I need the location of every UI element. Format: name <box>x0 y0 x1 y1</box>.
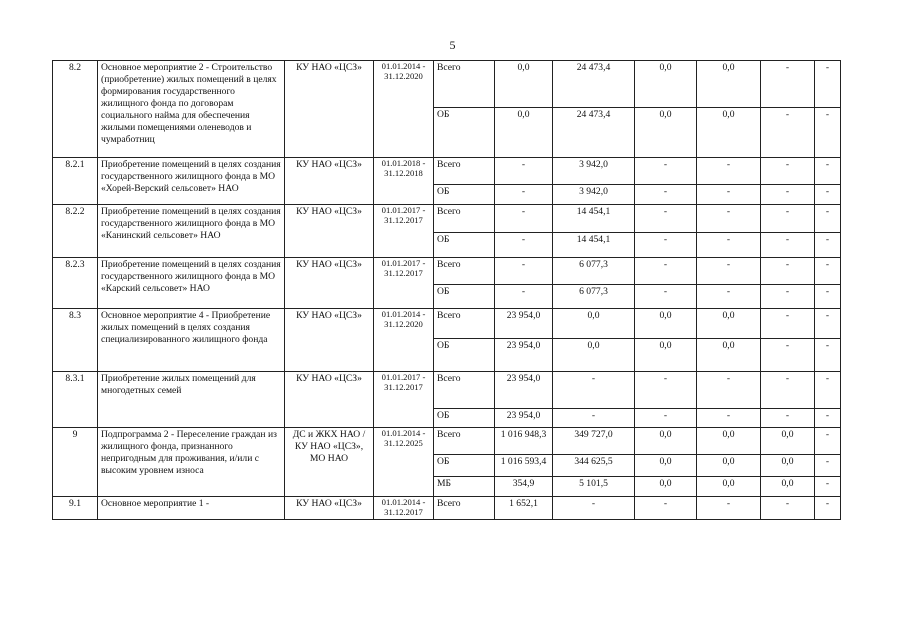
funding-value: 0,0 <box>697 309 761 339</box>
funding-value: 1 016 593,4 <box>495 455 553 477</box>
table-row <box>53 428 841 455</box>
funding-value: - <box>815 372 841 409</box>
funding-value: - <box>761 158 815 185</box>
funding-value: - <box>635 233 697 258</box>
funding-value: - <box>761 233 815 258</box>
funding-value: - <box>697 372 761 409</box>
funding-value: - <box>635 158 697 185</box>
executor: КУ НАО «ЦСЗ» <box>285 205 374 258</box>
funding-value: 0,0 <box>761 455 815 477</box>
funding-value: - <box>761 205 815 233</box>
implementation-period: 01.01.2014 - 31.12.2017 <box>374 497 434 520</box>
funding-value: - <box>761 258 815 285</box>
funding-value: 14 454,1 <box>553 233 635 258</box>
funding-source: ОБ <box>434 108 495 158</box>
funding-value: 0,0 <box>761 428 815 455</box>
funding-value: - <box>697 258 761 285</box>
activity-description: Приобретение помещений в целях создания государственного жилищного фонда в МО «Хорей-Верский сельсовет» НАО <box>98 158 285 205</box>
row-number: 8.2.2 <box>53 205 98 258</box>
funding-value: - <box>815 409 841 428</box>
funding-source: ОБ <box>434 285 495 309</box>
funding-value: 1 016 948,3 <box>495 428 553 455</box>
funding-source: ОБ <box>434 339 495 372</box>
funding-value: 23 954,0 <box>495 409 553 428</box>
funding-value: - <box>761 185 815 205</box>
table-row <box>53 61 841 108</box>
activity-description: Основное мероприятие 1 - <box>98 497 285 520</box>
funding-source: Всего <box>434 61 495 108</box>
row-number: 8.2 <box>53 61 98 158</box>
implementation-period: 01.01.2014 - 31.12.2020 <box>374 309 434 372</box>
activity-description: Основное мероприятие 4 - Приобретение жилых помещений в целях создания специализированного жилищного фонда <box>98 309 285 372</box>
funding-value: - <box>495 233 553 258</box>
funding-value: 0,0 <box>553 309 635 339</box>
funding-value: 24 473,4 <box>553 61 635 108</box>
funding-value: - <box>697 409 761 428</box>
activity-description: Основное мероприятие 2 - Строительство (приобретение) жилых помещений в целях формирования государственного жилищного фонда по договорам социального найма для обеспечения жилыми помещениями оленеводов и чумработниц <box>98 61 285 158</box>
funding-value: - <box>761 497 815 520</box>
funding-value: 0,0 <box>495 61 553 108</box>
row-number: 9.1 <box>53 497 98 520</box>
funding-source: Всего <box>434 497 495 520</box>
funding-value: - <box>761 339 815 372</box>
funding-value: - <box>815 477 841 497</box>
funding-value: - <box>815 185 841 205</box>
funding-value: - <box>553 409 635 428</box>
funding-value: - <box>635 258 697 285</box>
activity-description: Приобретение помещений в целях создания государственного жилищного фонда в МО «Карский сельсовет» НАО <box>98 258 285 309</box>
row-number: 9 <box>53 428 98 497</box>
funding-value: - <box>697 158 761 185</box>
funding-value: 3 942,0 <box>553 158 635 185</box>
executor: КУ НАО «ЦСЗ» <box>285 158 374 205</box>
funding-value: 0,0 <box>635 477 697 497</box>
funding-value: 0,0 <box>697 455 761 477</box>
funding-value: - <box>495 258 553 285</box>
funding-value: - <box>815 205 841 233</box>
funding-value: 354,9 <box>495 477 553 497</box>
funding-value: 0,0 <box>495 108 553 158</box>
implementation-period: 01.01.2017 - 31.12.2017 <box>374 258 434 309</box>
funding-value: - <box>553 372 635 409</box>
funding-value: - <box>815 158 841 185</box>
executor: КУ НАО «ЦСЗ» <box>285 258 374 309</box>
funding-value: - <box>815 233 841 258</box>
funding-source: ОБ <box>434 455 495 477</box>
funding-value: - <box>635 185 697 205</box>
activity-description: Приобретение жилых помещений для многодетных семей <box>98 372 285 428</box>
funding-source: Всего <box>434 372 495 409</box>
funding-source: МБ <box>434 477 495 497</box>
funding-source: Всего <box>434 205 495 233</box>
funding-value: 6 077,3 <box>553 258 635 285</box>
implementation-period: 01.01.2014 - 31.12.2025 <box>374 428 434 497</box>
funding-value: 5 101,5 <box>553 477 635 497</box>
executor: ДС и ЖКХ НАО / КУ НАО «ЦСЗ», МО НАО <box>285 428 374 497</box>
funding-value: 0,0 <box>697 339 761 372</box>
funding-value: 23 954,0 <box>495 339 553 372</box>
table-row <box>53 158 841 185</box>
funding-value: - <box>495 285 553 309</box>
funding-value: 0,0 <box>635 455 697 477</box>
funding-value: - <box>495 205 553 233</box>
activity-description: Приобретение помещений в целях создания государственного жилищного фонда в МО «Канинский сельсовет» НАО <box>98 205 285 258</box>
funding-value: 6 077,3 <box>553 285 635 309</box>
funding-value: - <box>495 185 553 205</box>
funding-value: - <box>815 455 841 477</box>
funding-source: ОБ <box>434 409 495 428</box>
funding-value: - <box>697 185 761 205</box>
funding-source: Всего <box>434 428 495 455</box>
implementation-period: 01.01.2014 - 31.12.2020 <box>374 61 434 158</box>
funding-value: - <box>495 158 553 185</box>
funding-value: - <box>635 285 697 309</box>
funding-value: - <box>635 372 697 409</box>
funding-value: 349 727,0 <box>553 428 635 455</box>
funding-value: 23 954,0 <box>495 309 553 339</box>
implementation-period: 01.01.2018 - 31.12.2018 <box>374 158 434 205</box>
funding-value: - <box>815 428 841 455</box>
funding-value: - <box>815 285 841 309</box>
funding-value: 24 473,4 <box>553 108 635 158</box>
implementation-period: 01.01.2017 - 31.12.2017 <box>374 205 434 258</box>
funding-value: - <box>815 61 841 108</box>
funding-value: 0,0 <box>635 108 697 158</box>
funding-value: 1 652,1 <box>495 497 553 520</box>
table-row <box>53 497 841 520</box>
funding-value: - <box>697 205 761 233</box>
funding-value: - <box>761 409 815 428</box>
funding-value: - <box>815 108 841 158</box>
funding-value: - <box>761 61 815 108</box>
funding-value: 0,0 <box>697 108 761 158</box>
funding-value: - <box>697 233 761 258</box>
table-row <box>53 309 841 339</box>
funding-source: Всего <box>434 158 495 185</box>
funding-value: - <box>635 497 697 520</box>
executor: КУ НАО «ЦСЗ» <box>285 309 374 372</box>
executor: КУ НАО «ЦСЗ» <box>285 61 374 158</box>
funding-value: - <box>815 497 841 520</box>
program-table <box>52 60 841 520</box>
funding-value: 23 954,0 <box>495 372 553 409</box>
funding-value: 0,0 <box>635 428 697 455</box>
funding-value: 0,0 <box>553 339 635 372</box>
funding-source: Всего <box>434 258 495 285</box>
funding-value: - <box>635 409 697 428</box>
funding-value: - <box>815 339 841 372</box>
table-row <box>53 258 841 285</box>
funding-value: 0,0 <box>697 477 761 497</box>
funding-value: - <box>761 108 815 158</box>
row-number: 8.2.1 <box>53 158 98 205</box>
funding-value: - <box>761 285 815 309</box>
implementation-period: 01.01.2017 - 31.12.2017 <box>374 372 434 428</box>
funding-value: - <box>635 205 697 233</box>
table-row <box>53 205 841 233</box>
funding-value: 3 942,0 <box>553 185 635 205</box>
funding-value: - <box>761 372 815 409</box>
table-row <box>53 372 841 409</box>
funding-value: - <box>553 497 635 520</box>
funding-value: 344 625,5 <box>553 455 635 477</box>
funding-value: - <box>697 285 761 309</box>
funding-source: ОБ <box>434 185 495 205</box>
funding-value: 0,0 <box>761 477 815 497</box>
funding-value: - <box>815 309 841 339</box>
executor: КУ НАО «ЦСЗ» <box>285 497 374 520</box>
funding-value: 0,0 <box>697 61 761 108</box>
row-number: 8.2.3 <box>53 258 98 309</box>
funding-value: - <box>761 309 815 339</box>
funding-value: 14 454,1 <box>553 205 635 233</box>
page-number: 5 <box>449 38 456 52</box>
row-number: 8.3.1 <box>53 372 98 428</box>
funding-source: Всего <box>434 309 495 339</box>
funding-value: 0,0 <box>635 339 697 372</box>
funding-value: - <box>815 258 841 285</box>
funding-value: - <box>697 497 761 520</box>
activity-description: Подпрограмма 2 - Переселение граждан из жилищного фонда, признанного непригодным для проживания, и/или с высоким уровнем износа <box>98 428 285 497</box>
funding-source: ОБ <box>434 233 495 258</box>
funding-value: 0,0 <box>697 428 761 455</box>
funding-value: 0,0 <box>635 309 697 339</box>
funding-value: 0,0 <box>635 61 697 108</box>
executor: КУ НАО «ЦСЗ» <box>285 372 374 428</box>
row-number: 8.3 <box>53 309 98 372</box>
